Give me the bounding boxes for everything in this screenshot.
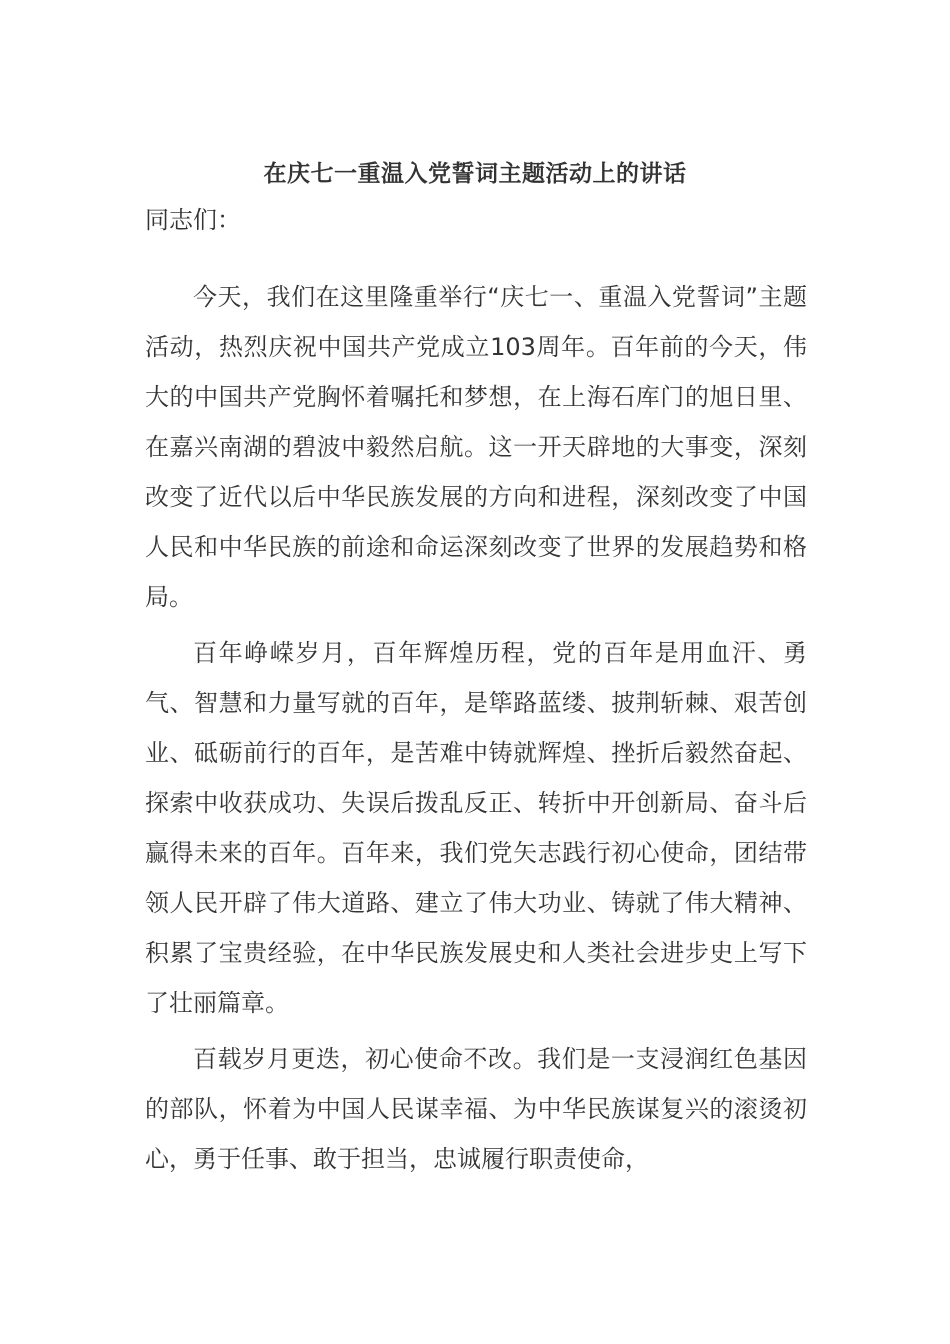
document-body [145,200,807,1184]
paragraph-3: 百载岁月更迭，初心使命不改。我们是一支浸润红色基因的部队，怀着为中国人民谋幸福、为中华民族谋复兴的滚烫初心，勇于任事、敢于担当，忠诚履行职责使命， [145,1045,807,1173]
paragraph-2: 百年峥嵘岁月，百年辉煌历程，党的百年是用血汗、勇气、智慧和力量写就的百年，是筚路蓝缕、披荆斩棘、艰苦创业、砥砺前行的百年，是苦难中铸就辉煌、挫折后毅然奋起、探索中收获成功、失误后拨乱反正、转折中开创新局、奋斗后赢得未来的百年。百年来，我们党矢志践行初心使命，团结带领人民开辟了伟大道路、建立了伟大功业、铸就了伟大精神、积累了宝贵经验，在中华民族发展史和人类社会进步史上写下了壮丽篇章。 [145,639,807,1017]
document-title: 在庆七一重温入党誓词主题活动上的讲话 [263,161,687,187]
salutation: 同志们： [145,206,241,234]
paragraph-1: 今天，我们在这里隆重举行“庆七一、重温入党誓词”主题活动，热烈庆祝中国共产党成立103周年。百年前的今天，伟大的中国共产党胸怀着嘱托和梦想，在上海石库门的旭日里、在嘉兴南湖的碧波中毅然启航。这一开天辟地的大事变，深刻改变了近代以后中华民族发展的方向和进程，深刻改变了中国人民和中华民族的前途和命运深刻改变了世界的发展趋势和格局。 [145,283,807,611]
